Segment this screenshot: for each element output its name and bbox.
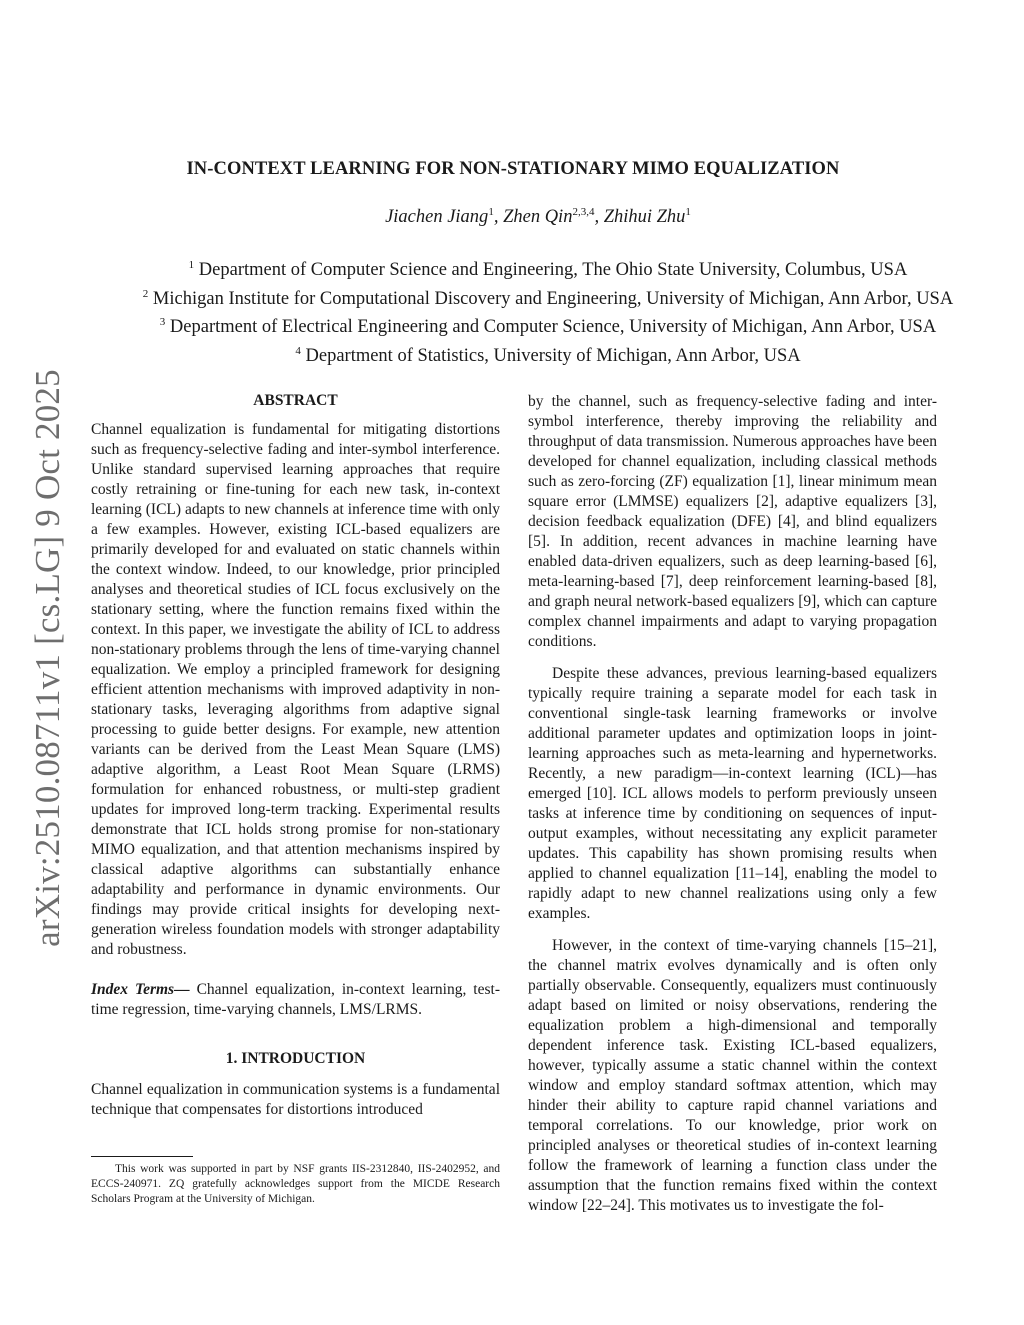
author-separator: , [594,207,604,228]
author [385,207,503,227]
affiliation-mark: 3 [159,316,166,329]
abstract-text: Channel equalization is fundamental for mitigating distortions such as frequency-selective fading and inter-symbol interference. Unlike standard supervised learning approaches that require costly retraining or fine-tuning for each new task, in-context learning (ICL) adapts to new channels at inference time with only a few examples. However, existing ICL-based equalizers are primarily developed for and evaluated on static channels within the context window. Indeed, to our knowledge, prior principled analyses and theoretical studies of ICL focus exclusively on the stationary setting, where the function remains fixed within the context. In this paper, we investigate the ability of ICL to address non-stationary problems through the lens of time-varying channel equalization. We employ a principled framework for designing efficient attention mechanisms with improved adaptivity in non-stationary tasks, leveraging algorithms from adaptive signal processing to guide better designs. For example, new attention variants can be derived from the Least Mean Square (LMS) adaptive algorithm, a Least Root Mean Square (LRMS) formulation for enhanced robustness, or multi-step gradient updates for improved long-term tracking. Experimental results demonstrate that ICL holds strong promise for non-stationary MIMO equalization, and that attention mechanisms inspired by classical adaptive algorithms can substantially enhance adaptability and performance in dynamic environments. Our findings may provide critical insights for developing next-generation wireless foundation models with stronger adaptability and robustness. [91,421,500,958]
intro-paragraph-2: Despite these advances, previous learning-based equalizers typically require training a separate model for each task in conventional single-task learning frameworks or involve additional parameter updates and optimization loops in joint-learning approaches such as meta-learning and hypernetworks. Recently, a new paradigm—in-context learning (ICL)—has emerged [10]. ICL allows models to perform previously unseen tasks at inference time by conditioning on sequences of input-output examples, without necessitating any explicit parameter updates. This capability has shown promising results when applied to channel equalization [11–14], enabling the model to rapidly adapt to new channel realizations using only a few examples. [528,665,937,922]
affiliation-mark: 2 [142,287,149,300]
affiliation [60,254,1024,283]
affiliation-mark: 4 [295,344,301,357]
affiliation [60,340,1024,369]
index-terms-text: Channel equalization, in-context learning, test-time regression, time-varying channels, LMS/LRMS. [91,981,500,1018]
author-name: Jiachen Jiang [385,207,489,228]
affiliation-text: Michigan Institute for Computational Discovery and Engineering, University of Michigan, Ann Arbor, USA [148,288,954,309]
affiliation [60,311,1024,340]
funding-footnote: This work was supported in part by NSF grants IIS-2312840, IIS-2402952, and ECCS-240971. ZQ gratefully acknowledges support from the MICDE Research Scholars Program at the University of Michigan. [91,1163,500,1205]
affiliation-text: Department of Electrical Engineering and Computer Science, University of Michigan, Ann Arbor, USA [165,317,937,338]
author-affiliation-mark: 1 [488,206,494,218]
affiliation-text: Department of Statistics, University of Michigan, Ann Arbor, USA [300,346,801,367]
author-name: Zhen Qin [503,207,573,228]
intro-paragraph-1-continued: by the channel, such as frequency-selective fading and inter-symbol interference, thereby improving the reliability and throughput of data transmission. Numerous approaches have been developed for channel equalization, including classical methods such as zero-forcing (ZF) equalization [1], linear minimum mean square error (LMMSE) equalizers [2], adaptive equalizers [3], decision feedback equalization (DFE) [4], and blind equalizers [5]. In addition, recent advances in machine learning have enabled data-driven equalizers, such as deep learning-based [6], meta-learning-based [7], deep reinforcement learning-based [8], and graph neural network-based equalizers [9], which can capture complex channel impairments and adapt to varying propagation conditions. [528,393,937,650]
intro-paragraph-3: However, in the context of time-varying channels [15–21], the channel matrix evolves dynamically and is often only partially observable. Consequently, equalizers must continuously adapt based on limited or noisy observations, rendering the equalization problem a high-dimensional and temporally dependent inference task. Existing ICL-based equalizers, however, typically assume a static channel within the context window and employ standard softmax attention, which may hinder their ability to capture rapid channel variations and temporal correlations. To our knowledge, prior work on principled analyses or theoretical studies of in-context learning follow the framework of learning a function class under the assumption that the function remains fixed within the context window [22–24]. This motivates us to investigate the fol- [528,937,937,1214]
author-name: Zhihui Zhu [603,207,686,228]
index-terms-label: Index Terms— [91,981,190,998]
index-terms [91,980,500,1020]
footnote-rule [91,1156,193,1157]
affiliation-text: Department of Computer Science and Engineering, The Ohio State University, Columbus, USA [194,260,908,281]
author [503,207,604,227]
author-list [100,206,976,228]
author-affiliation-mark: 1 [685,206,691,218]
right-column [528,392,937,1216]
arxiv-identifier: arXiv:2510.08711v1 [cs.LG] 9 Oct 2025 [28,369,67,947]
intro-paragraph-1-start: Channel equalization in communication systems is a fundamental technique that compensates for distortions introduced [91,1081,500,1118]
affiliation-mark: 1 [188,259,195,271]
abstract-heading: ABSTRACT [253,392,338,409]
author-affiliation-mark: 2,3,4 [572,206,595,218]
author [604,207,691,227]
affiliation [60,283,1024,312]
author-separator: , [493,207,504,228]
left-column [91,392,500,1120]
affiliation-list [60,254,1024,369]
introduction-heading: 1. INTRODUCTION [225,1050,366,1067]
paper-title: IN-CONTEXT LEARNING FOR NON-STATIONARY MIMO EQUALIZATION [186,159,840,179]
